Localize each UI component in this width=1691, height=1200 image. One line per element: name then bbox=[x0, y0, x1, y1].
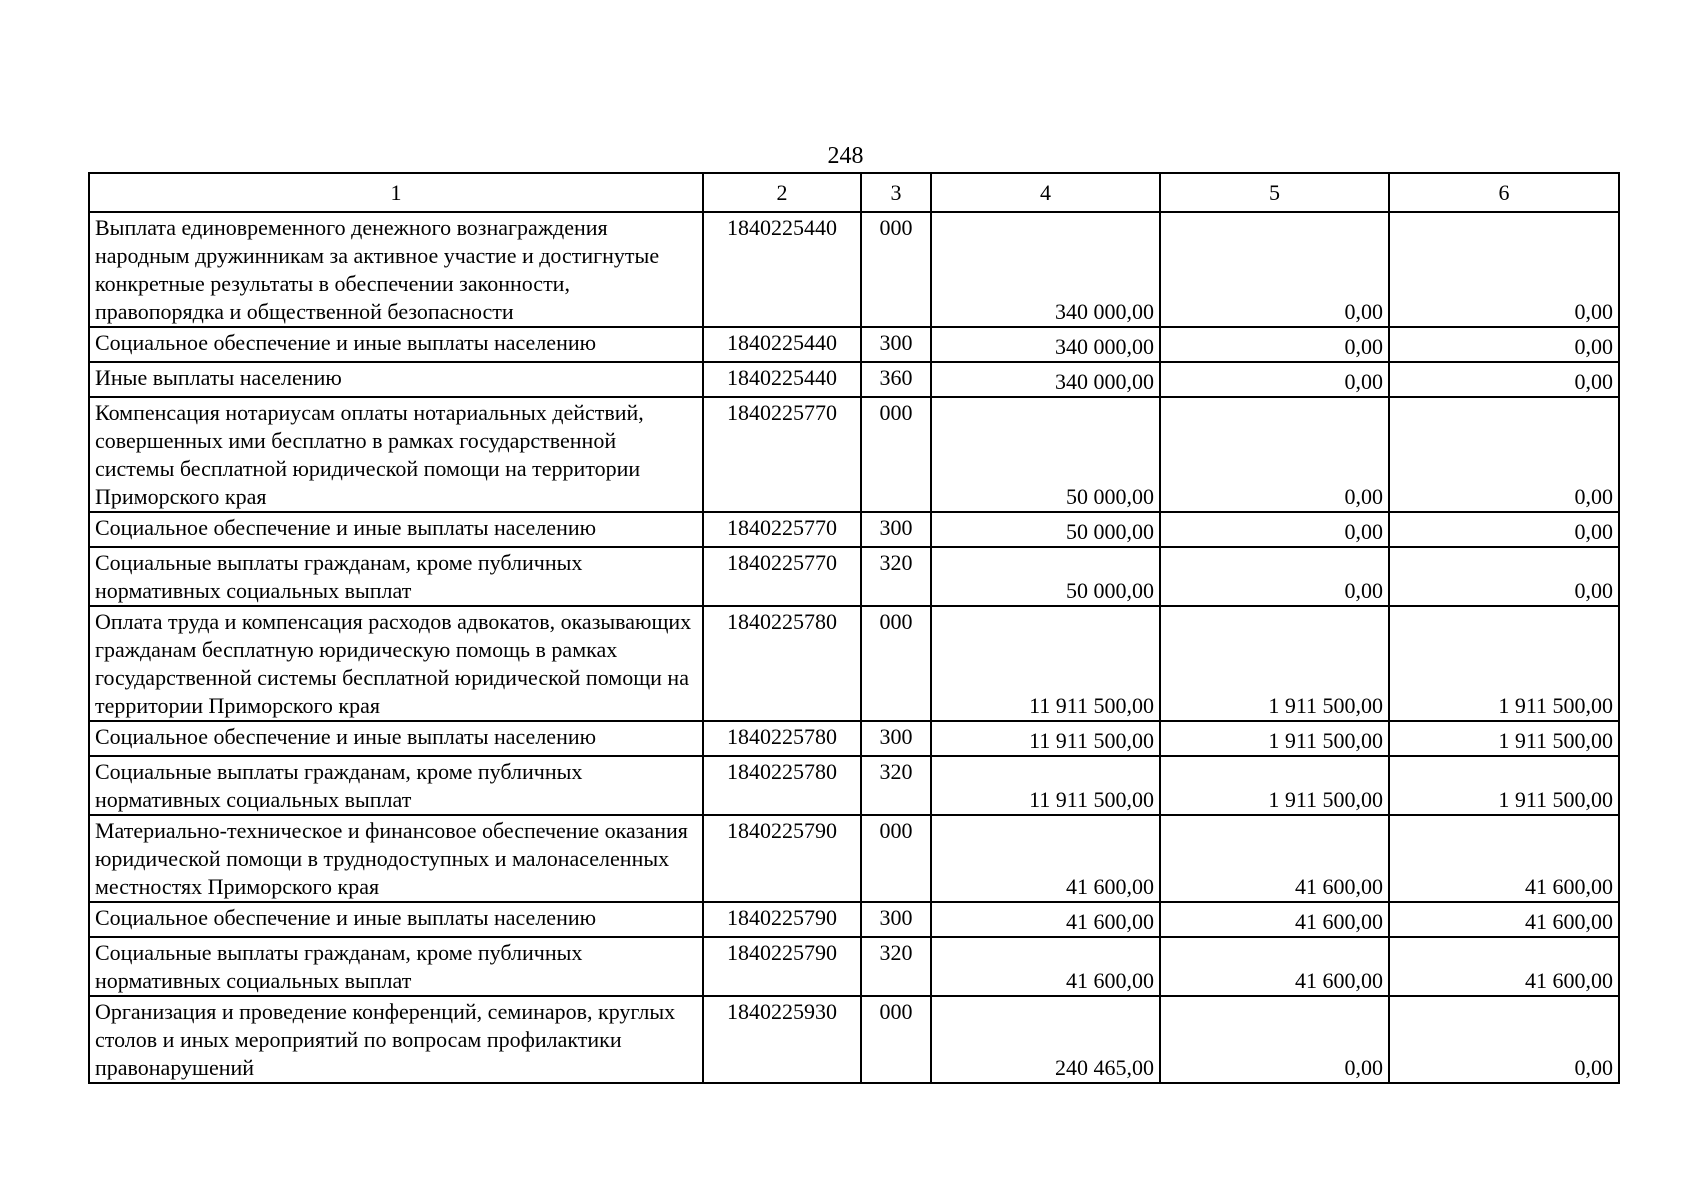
expense-type-code: 000 bbox=[861, 606, 931, 721]
column-header: 6 bbox=[1389, 173, 1619, 212]
budget-table bbox=[88, 172, 1620, 1084]
item-name: Компенсация нотариусам оплаты нотариальных действий, совершенных ими бесплатно в рамках государственной системы бесплатной юридической помощи на территории Приморского края bbox=[89, 397, 703, 512]
table-row bbox=[89, 937, 1619, 996]
column-header: 5 bbox=[1160, 173, 1389, 212]
item-name: Социальное обеспечение и иные выплаты населению bbox=[89, 512, 703, 547]
amount-col-5: 1 911 500,00 bbox=[1160, 606, 1389, 721]
item-name: Социальные выплаты гражданам, кроме публичных нормативных социальных выплат bbox=[89, 756, 703, 815]
amount-col-4: 41 600,00 bbox=[931, 815, 1160, 902]
target-article-code: 1840225440 bbox=[703, 327, 861, 362]
target-article-code: 1840225790 bbox=[703, 937, 861, 996]
amount-col-5: 0,00 bbox=[1160, 327, 1389, 362]
target-article-code: 1840225770 bbox=[703, 397, 861, 512]
target-article-code: 1840225780 bbox=[703, 756, 861, 815]
amount-col-6: 0,00 bbox=[1389, 362, 1619, 397]
target-article-code: 1840225440 bbox=[703, 212, 861, 327]
table-row bbox=[89, 212, 1619, 327]
expense-type-code: 300 bbox=[861, 902, 931, 937]
expense-type-code: 000 bbox=[861, 996, 931, 1083]
expense-type-code: 000 bbox=[861, 212, 931, 327]
item-name: Оплата труда и компенсация расходов адвокатов, оказывающих гражданам бесплатную юридическую помощь в рамках государственной системы бесплатной юридической помощи на территории Приморского края bbox=[89, 606, 703, 721]
item-name: Иные выплаты населению bbox=[89, 362, 703, 397]
amount-col-5: 0,00 bbox=[1160, 362, 1389, 397]
amount-col-6: 41 600,00 bbox=[1389, 815, 1619, 902]
amount-col-6: 0,00 bbox=[1389, 547, 1619, 606]
page-number: 248 bbox=[827, 143, 864, 169]
amount-col-6: 0,00 bbox=[1389, 512, 1619, 547]
column-header: 1 bbox=[89, 173, 703, 212]
target-article-code: 1840225930 bbox=[703, 996, 861, 1083]
amount-col-4: 340 000,00 bbox=[931, 362, 1160, 397]
amount-col-5: 0,00 bbox=[1160, 512, 1389, 547]
amount-col-5: 1 911 500,00 bbox=[1160, 756, 1389, 815]
expense-type-code: 320 bbox=[861, 756, 931, 815]
amount-col-4: 50 000,00 bbox=[931, 512, 1160, 547]
expense-type-code: 000 bbox=[861, 815, 931, 902]
amount-col-4: 50 000,00 bbox=[931, 397, 1160, 512]
target-article-code: 1840225440 bbox=[703, 362, 861, 397]
table-row bbox=[89, 996, 1619, 1083]
expense-type-code: 320 bbox=[861, 937, 931, 996]
expense-type-code: 320 bbox=[861, 547, 931, 606]
table-row bbox=[89, 397, 1619, 512]
expense-type-code: 300 bbox=[861, 721, 931, 756]
amount-col-4: 50 000,00 bbox=[931, 547, 1160, 606]
amount-col-6: 0,00 bbox=[1389, 212, 1619, 327]
table-row bbox=[89, 512, 1619, 547]
target-article-code: 1840225780 bbox=[703, 721, 861, 756]
amount-col-5: 41 600,00 bbox=[1160, 937, 1389, 996]
table-row bbox=[89, 721, 1619, 756]
amount-col-6: 41 600,00 bbox=[1389, 937, 1619, 996]
item-name: Социальное обеспечение и иные выплаты населению bbox=[89, 721, 703, 756]
amount-col-4: 41 600,00 bbox=[931, 937, 1160, 996]
amount-col-5: 0,00 bbox=[1160, 397, 1389, 512]
target-article-code: 1840225770 bbox=[703, 512, 861, 547]
amount-col-4: 11 911 500,00 bbox=[931, 606, 1160, 721]
column-header: 3 bbox=[861, 173, 931, 212]
item-name: Социальные выплаты гражданам, кроме публичных нормативных социальных выплат bbox=[89, 547, 703, 606]
amount-col-5: 0,00 bbox=[1160, 212, 1389, 327]
amount-col-4: 41 600,00 bbox=[931, 902, 1160, 937]
table-row bbox=[89, 362, 1619, 397]
item-name: Выплата единовременного денежного вознаграждения народным дружинникам за активное участие и достигнутые конкретные результаты в обеспечении законности, правопорядка и общественной безопасности bbox=[89, 212, 703, 327]
amount-col-5: 0,00 bbox=[1160, 996, 1389, 1083]
column-header: 4 bbox=[931, 173, 1160, 212]
amount-col-5: 41 600,00 bbox=[1160, 815, 1389, 902]
amount-col-5: 1 911 500,00 bbox=[1160, 721, 1389, 756]
amount-col-4: 340 000,00 bbox=[931, 327, 1160, 362]
target-article-code: 1840225790 bbox=[703, 902, 861, 937]
item-name: Социальное обеспечение и иные выплаты населению bbox=[89, 902, 703, 937]
expense-type-code: 360 bbox=[861, 362, 931, 397]
expense-type-code: 300 bbox=[861, 512, 931, 547]
amount-col-4: 340 000,00 bbox=[931, 212, 1160, 327]
table-row bbox=[89, 756, 1619, 815]
amount-col-6: 1 911 500,00 bbox=[1389, 721, 1619, 756]
amount-col-6: 1 911 500,00 bbox=[1389, 606, 1619, 721]
table-row bbox=[89, 815, 1619, 902]
column-header: 2 bbox=[703, 173, 861, 212]
item-name: Социальное обеспечение и иные выплаты населению bbox=[89, 327, 703, 362]
amount-col-4: 11 911 500,00 bbox=[931, 721, 1160, 756]
table-row bbox=[89, 327, 1619, 362]
expense-type-code: 300 bbox=[861, 327, 931, 362]
item-name: Социальные выплаты гражданам, кроме публичных нормативных социальных выплат bbox=[89, 937, 703, 996]
table-row bbox=[89, 606, 1619, 721]
table-row bbox=[89, 902, 1619, 937]
table-row bbox=[89, 547, 1619, 606]
amount-col-5: 0,00 bbox=[1160, 547, 1389, 606]
header-row bbox=[89, 173, 1619, 212]
expense-type-code: 000 bbox=[861, 397, 931, 512]
item-name: Организация и проведение конференций, семинаров, круглых столов и иных мероприятий по вопросам профилактики правонарушений bbox=[89, 996, 703, 1083]
amount-col-6: 41 600,00 bbox=[1389, 902, 1619, 937]
amount-col-5: 41 600,00 bbox=[1160, 902, 1389, 937]
amount-col-4: 11 911 500,00 bbox=[931, 756, 1160, 815]
amount-col-6: 0,00 bbox=[1389, 327, 1619, 362]
item-name: Материально-техническое и финансовое обеспечение оказания юридической помощи в труднодоступных и малонаселенных местностях Приморского края bbox=[89, 815, 703, 902]
target-article-code: 1840225770 bbox=[703, 547, 861, 606]
amount-col-4: 240 465,00 bbox=[931, 996, 1160, 1083]
amount-col-6: 0,00 bbox=[1389, 996, 1619, 1083]
target-article-code: 1840225780 bbox=[703, 606, 861, 721]
target-article-code: 1840225790 bbox=[703, 815, 861, 902]
amount-col-6: 1 911 500,00 bbox=[1389, 756, 1619, 815]
amount-col-6: 0,00 bbox=[1389, 397, 1619, 512]
